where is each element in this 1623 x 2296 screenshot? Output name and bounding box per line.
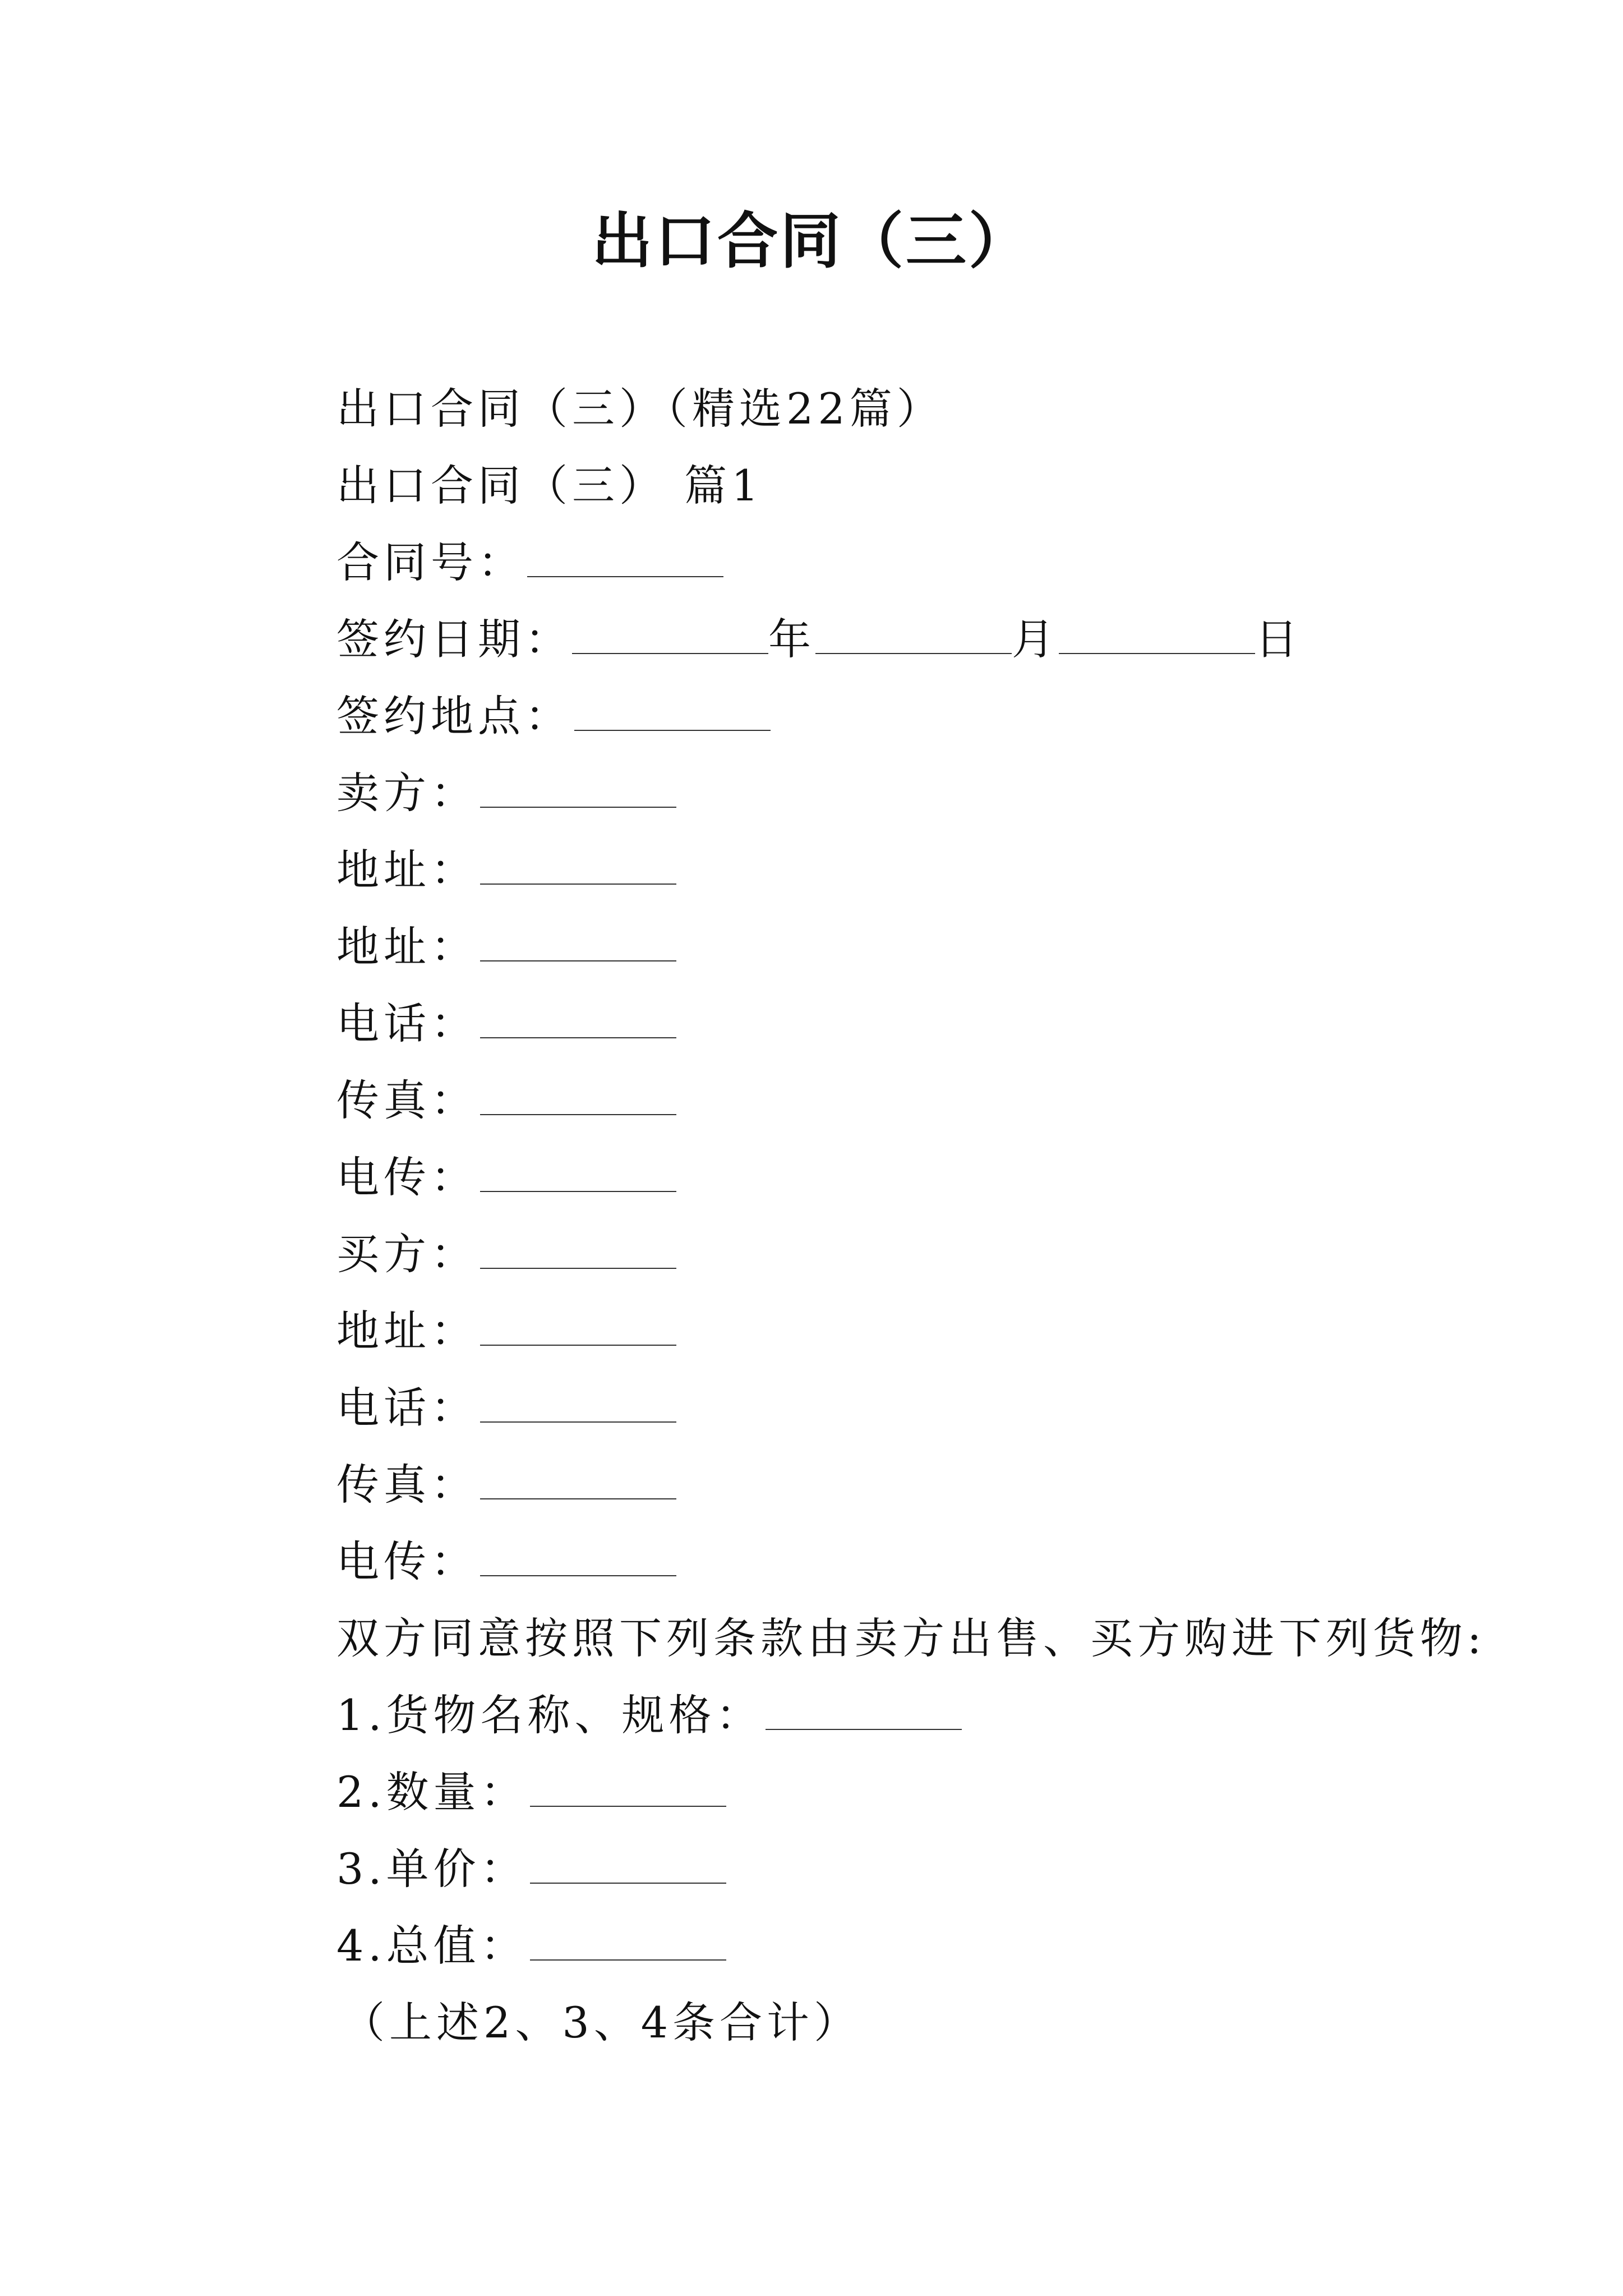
seller-address-row-2 <box>336 908 1458 985</box>
seller-telex-blank <box>480 1157 676 1192</box>
sign-place-label: 签约地点： <box>336 691 572 741</box>
document-subtitle: 出口合同（三）（精选22篇） <box>336 384 944 434</box>
buyer-blank <box>480 1234 676 1269</box>
seller-phone-row <box>336 985 1458 1062</box>
item-quantity-label: 2.数量： <box>336 1767 528 1817</box>
seller-fax-blank <box>480 1080 676 1115</box>
buyer-telex-blank <box>480 1542 676 1576</box>
sign-date-label: 签约日期： <box>336 614 572 664</box>
day-label: 日 <box>1255 614 1302 664</box>
seller-phone-blank <box>480 1004 676 1038</box>
seller-label: 卖方： <box>336 768 478 818</box>
sign-date-year-blank <box>572 619 768 654</box>
buyer-phone-blank <box>480 1388 676 1423</box>
buyer-row <box>336 1216 1458 1292</box>
seller-fax-row <box>336 1062 1458 1139</box>
sign-date-day-blank <box>1059 619 1255 654</box>
agreement-note: （上述2、3、4条合计） <box>342 1998 861 2047</box>
item-goods-row <box>336 1677 1458 1754</box>
seller-address-row-1 <box>336 831 1458 908</box>
item-unit-price-label: 3.单价： <box>336 1844 528 1894</box>
month-label: 月 <box>1012 614 1059 664</box>
buyer-phone-label: 电话： <box>336 1383 478 1433</box>
seller-address-label-2: 地址： <box>336 922 478 972</box>
buyer-label: 买方： <box>336 1229 478 1279</box>
seller-fax-label: 传真： <box>336 1075 478 1125</box>
seller-phone-label: 电话： <box>336 999 478 1048</box>
document-body <box>336 370 1486 2061</box>
sign-place-blank <box>574 696 771 731</box>
buyer-fax-label: 传真： <box>336 1460 478 1510</box>
item-quantity-blank <box>530 1772 726 1807</box>
item-total-blank <box>530 1926 726 1961</box>
sign-place-row <box>336 678 1458 754</box>
item-total-row <box>336 1907 1458 1984</box>
item-goods-label: 1.货物名称、规格： <box>336 1690 763 1740</box>
section-heading: 出口合同（三） 篇1 <box>336 461 763 510</box>
contract-number-blank <box>527 542 723 577</box>
buyer-address-label: 地址： <box>336 1306 478 1356</box>
item-quantity-row <box>336 1754 1458 1830</box>
item-total-label: 4.总值： <box>336 1921 528 1971</box>
buyer-address-blank <box>480 1311 676 1346</box>
seller-address-blank-2 <box>480 927 676 961</box>
item-unit-price-row <box>336 1830 1458 1907</box>
seller-telex-row <box>336 1139 1458 1216</box>
buyer-telex-label: 电传： <box>336 1536 478 1586</box>
seller-row <box>336 754 1458 831</box>
buyer-address-row <box>336 1292 1458 1369</box>
seller-address-blank-1 <box>480 850 676 885</box>
buyer-telex-row <box>336 1523 1458 1600</box>
seller-blank <box>480 773 676 808</box>
sign-date-month-blank <box>815 619 1012 654</box>
contract-number-row <box>336 524 1458 601</box>
item-goods-blank <box>766 1695 962 1730</box>
item-unit-price-blank <box>530 1849 726 1884</box>
contract-number-label: 合同号： <box>336 537 525 587</box>
buyer-phone-row <box>336 1369 1458 1446</box>
year-label: 年 <box>768 614 815 664</box>
buyer-fax-blank <box>480 1465 676 1499</box>
seller-address-label-1: 地址： <box>336 845 478 895</box>
sign-date-row <box>336 601 1458 678</box>
agreement-intro: 双方同意按照下列条款由卖方出售、买方购进下列货物: <box>336 1613 1486 1663</box>
document-title: 出口合同（三） <box>591 206 1031 277</box>
buyer-fax-row <box>336 1446 1458 1523</box>
seller-telex-label: 电传： <box>336 1152 478 1202</box>
